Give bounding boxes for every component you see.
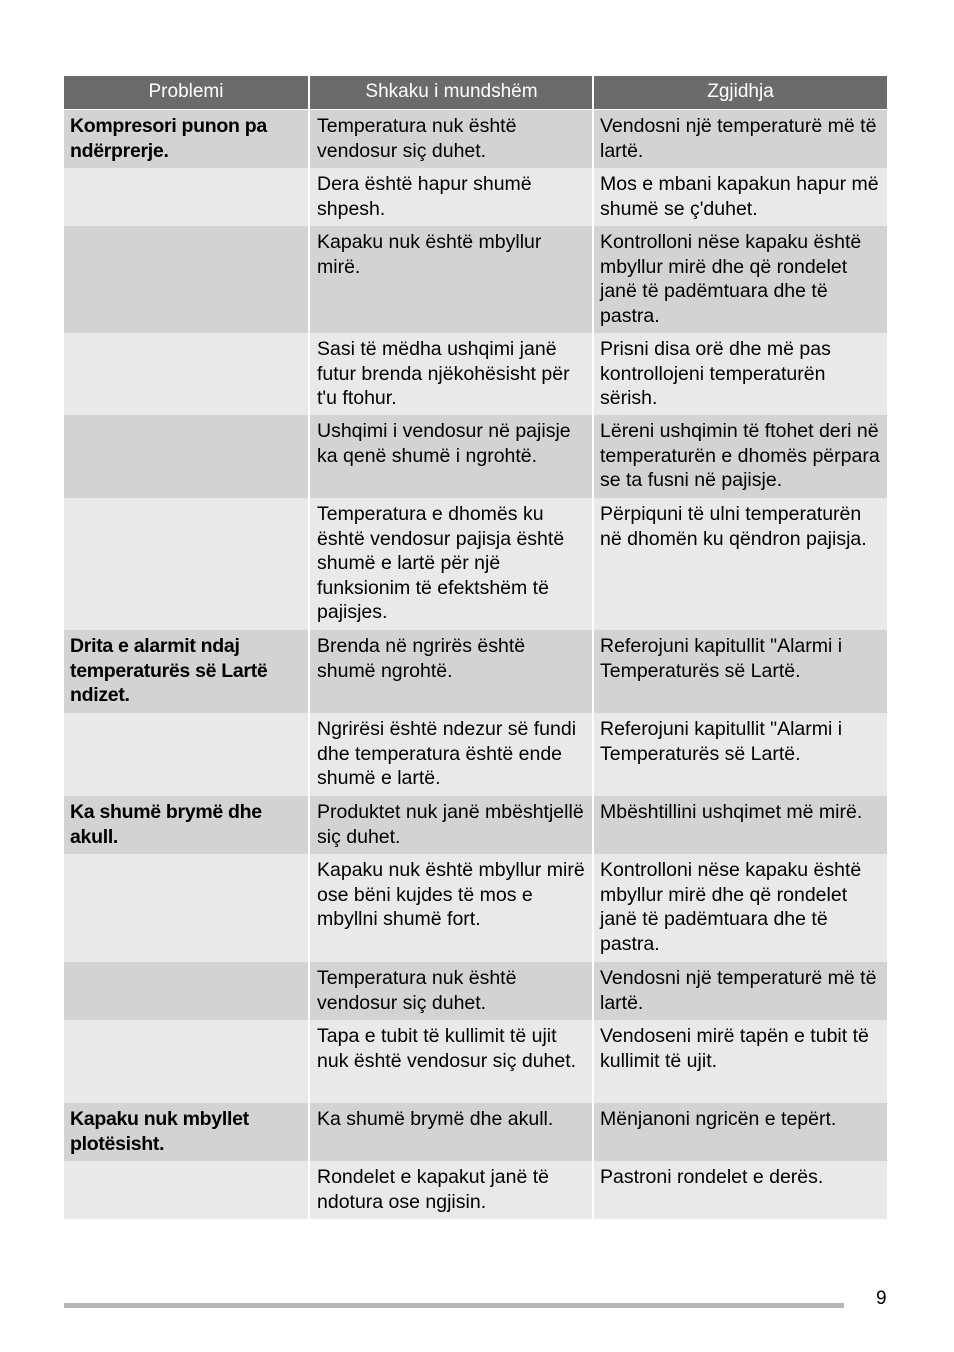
- cause-cell: Ngrirësi është ndezur së fundi dhe temperatura është ende shumë e lartë.: [310, 713, 594, 796]
- table-row: [64, 226, 887, 333]
- cause-cell: Temperatura nuk është vendosur siç duhet.: [310, 110, 594, 168]
- table-row: [64, 1103, 887, 1161]
- solution-cell: Mbështillini ushqimet më mirë.: [594, 796, 887, 854]
- problem-cell: [64, 333, 310, 415]
- solution-cell: Prisni disa orë dhe më pas kontrollojeni temperaturën sërish.: [594, 333, 887, 415]
- cause-cell: Temperatura e dhomës ku është vendosur pajisja është shumë e lartë për një funksionim të efektshëm të pajisjes.: [310, 498, 594, 630]
- solution-cell: Lëreni ushqimin të ftohet deri në temperaturën e dhomës përpara se ta fusni në pajisje.: [594, 415, 887, 498]
- table-row: [64, 498, 887, 630]
- problem-cell: [64, 1020, 310, 1103]
- table-row: [64, 854, 887, 962]
- solution-cell: Mos e mbani kapakun hapur më shumë se ç'duhet.: [594, 168, 887, 226]
- solution-cell: Kontrolloni nëse kapaku është mbyllur mirë dhe që rondelet janë të padëmtuara dhe të pastra.: [594, 854, 887, 962]
- troubleshooting-table: [64, 76, 887, 1219]
- table-row: [64, 796, 887, 854]
- cause-cell: Sasi të mëdha ushqimi janë futur brenda njëkohësisht për t'u ftohur.: [310, 333, 594, 415]
- problem-cell: [64, 168, 310, 226]
- problem-cell: [64, 498, 310, 630]
- header-solution: Zgjidhja: [594, 76, 887, 109]
- table-row: [64, 630, 887, 713]
- cause-cell: Rondelet e kapakut janë të ndotura ose ngjisin.: [310, 1161, 594, 1219]
- cause-cell: Temperatura nuk është vendosur siç duhet.: [310, 962, 594, 1020]
- header-cause: Shkaku i mundshëm: [310, 76, 594, 109]
- solution-cell: Referojuni kapitullit "Alarmi i Temperaturës së Lartë.: [594, 630, 887, 713]
- solution-cell: Përpiquni të ulni temperaturën në dhomën ku qëndron pajisja.: [594, 498, 887, 630]
- table-row: [64, 415, 887, 498]
- table-row: [64, 1161, 887, 1219]
- problem-cell: Ka shumë brymë dhe akull.: [64, 796, 310, 854]
- problem-cell: Drita e alarmit ndaj temperaturës së Lartë ndizet.: [64, 630, 310, 713]
- solution-cell: Pastroni rondelet e derës.: [594, 1161, 887, 1219]
- cause-cell: Brenda në ngrirës është shumë ngrohtë.: [310, 630, 594, 713]
- problem-cell: [64, 415, 310, 498]
- footer-rule: [64, 1303, 844, 1308]
- solution-cell: Vendosni një temperaturë më të lartë.: [594, 962, 887, 1020]
- problem-cell: [64, 713, 310, 796]
- cause-cell: Kapaku nuk është mbyllur mirë ose bëni kujdes të mos e mbyllni shumë fort.: [310, 854, 594, 962]
- cause-cell: Dera është hapur shumë shpesh.: [310, 168, 594, 226]
- page-number: 9: [876, 1288, 887, 1309]
- cause-cell: Ushqimi i vendosur në pajisje ka qenë shumë i ngrohtë.: [310, 415, 594, 498]
- problem-cell: [64, 1161, 310, 1219]
- table-row: [64, 110, 887, 168]
- table-row: [64, 168, 887, 226]
- table-row: [64, 962, 887, 1020]
- solution-cell: Referojuni kapitullit "Alarmi i Temperaturës së Lartë.: [594, 713, 887, 796]
- solution-cell: Kontrolloni nëse kapaku është mbyllur mirë dhe që rondelet janë të padëmtuara dhe të pastra.: [594, 226, 887, 333]
- cause-cell: Ka shumë brymë dhe akull.: [310, 1103, 594, 1161]
- solution-cell: Mënjanoni ngricën e tepërt.: [594, 1103, 887, 1161]
- problem-cell: [64, 962, 310, 1020]
- cause-cell: Tapa e tubit të kullimit të ujit nuk është vendosur siç duhet.: [310, 1020, 594, 1103]
- solution-cell: Vendosni një temperaturë më të lartë.: [594, 110, 887, 168]
- solution-cell: Vendoseni mirë tapën e tubit të kullimit të ujit.: [594, 1020, 887, 1103]
- table-row: [64, 333, 887, 415]
- table-row: [64, 713, 887, 796]
- problem-cell: [64, 854, 310, 962]
- table-row: [64, 1020, 887, 1103]
- table-header-row: [64, 76, 887, 110]
- cause-cell: Produktet nuk janë mbështjellë siç duhet.: [310, 796, 594, 854]
- problem-cell: [64, 226, 310, 333]
- header-problem: Problemi: [64, 76, 310, 109]
- problem-cell: Kapaku nuk mbyllet plotësisht.: [64, 1103, 310, 1161]
- cause-cell: Kapaku nuk është mbyllur mirë.: [310, 226, 594, 333]
- problem-cell: Kompresori punon pa ndërprerje.: [64, 110, 310, 168]
